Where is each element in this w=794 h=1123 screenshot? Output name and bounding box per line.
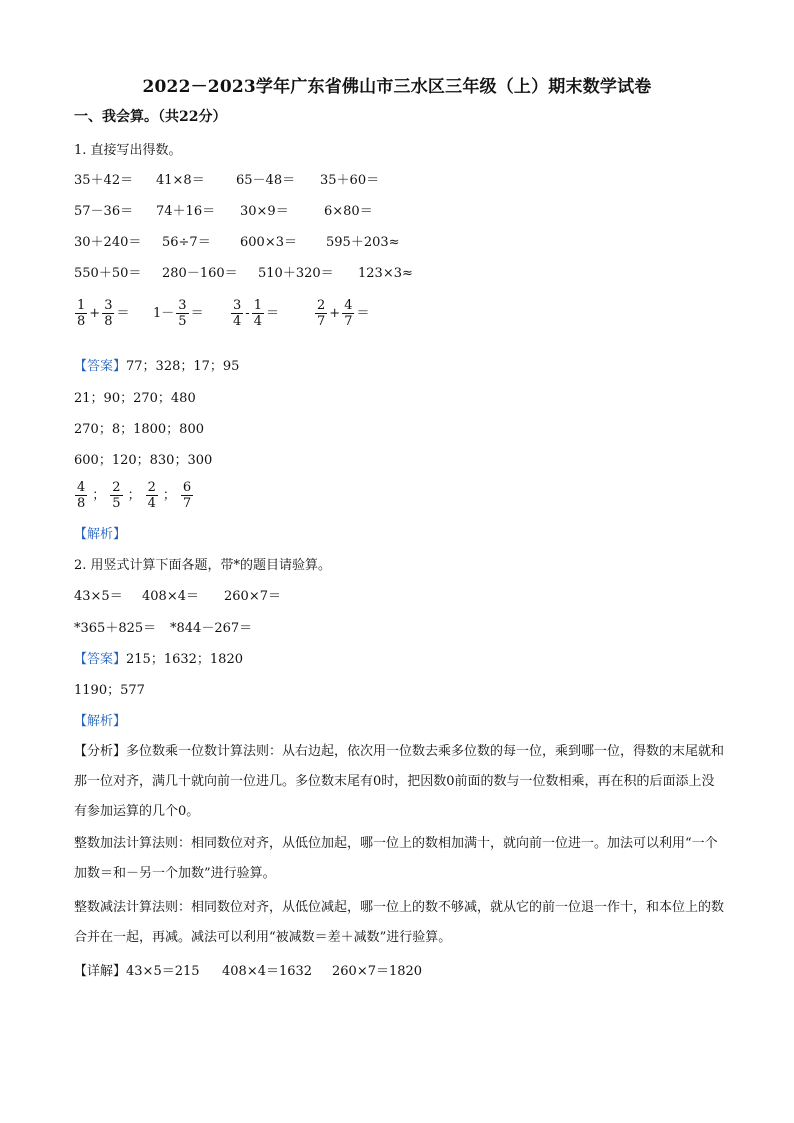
section-heading: 一、我会算。（共22分）: [74, 109, 227, 125]
q2-answer-line-1: [74, 651, 243, 669]
detail-item: 260×7＝1820: [332, 964, 423, 979]
q1-fraction-row: [74, 298, 369, 329]
q1-item: 595＋203≈: [326, 235, 400, 250]
q1-item: 280－160＝: [162, 266, 238, 281]
detail-item: 408×4＝1632: [222, 964, 313, 979]
q1-item: 41×8＝: [156, 173, 205, 188]
answer-fraction: $\frac{2}{4}$: [147, 480, 156, 511]
fraction: $\frac{3}{5}$: [178, 298, 187, 329]
answer-tag: 【答案】: [74, 359, 127, 374]
q2-analysis-paragraph-3: 整数减法计算法则：相同数位对齐，从低位减起，哪一位上的数不够减，就从它的前一位退一作十，和本位上的数合并在一起，再减。减法可以利用“被减数＝差＋减数”进行验算。: [74, 900, 725, 945]
q2-analysis-paragraph-2: 整数加法计算法则：相同数位对齐，从低位加起，哪一位上的数相加满十，就向前一位进一。加法可以利用“一个加数＝和－另一个加数”进行验算。: [74, 836, 718, 881]
q1-answer-fractions: $\frac{4}{8}$ ； $\frac{2}{5}$ ； $\frac{2}{4}$ ； $\frac{6}{7}$: [77, 480, 192, 511]
fraction: $\frac{2}{7}$: [317, 298, 326, 329]
q2-detail-line: [74, 963, 422, 981]
fraction: $\frac{1}{8}$: [77, 298, 86, 329]
q1-row-1: [74, 172, 379, 190]
fraction-item-2: 1－ $\frac{3}{5}$ ＝: [153, 298, 204, 329]
q1-prompt: 1. 直接写出得数。: [74, 143, 182, 158]
fraction-item-4: $\frac{2}{7}$ + $\frac{4}{7}$ ＝: [317, 298, 370, 329]
q1-row-4: [74, 265, 413, 283]
q1-item: 510＋320＝: [258, 266, 334, 281]
fraction-item-3: $\frac{3}{4}$ - $\frac{1}{4}$ ＝: [233, 298, 279, 329]
q1-item: 56÷7＝: [162, 235, 211, 250]
q1-item: 57－36＝: [74, 204, 134, 219]
q2-item: 408×4＝: [142, 589, 199, 604]
q1-item: 30＋240＝: [74, 235, 142, 250]
q2-analysis-paragraph-1: [74, 737, 726, 827]
answer-fraction: $\frac{6}{7}$: [182, 480, 192, 511]
fraction: $\frac{1}{4}$: [253, 298, 262, 329]
q2-row-2: [74, 620, 252, 638]
q1-answer-line-1: [74, 358, 239, 376]
q1-row-3: [74, 234, 400, 252]
answer-text: 77；328；17；95: [126, 359, 240, 374]
q1-item: 30×9＝: [240, 204, 289, 219]
fraction: $\frac{4}{7}$: [344, 298, 353, 329]
answer-fraction: $\frac{2}{5}$: [112, 480, 121, 511]
fraction: $\frac{3}{4}$: [233, 298, 242, 329]
q1-answer-line-2: 21；90；270；480: [74, 391, 196, 406]
q1-item: 65－48＝: [236, 173, 296, 188]
analysis-head: 【分析】: [74, 744, 127, 759]
answer-text: 215；1632；1820: [126, 652, 243, 667]
fraction: $\frac{3}{8}$: [104, 298, 113, 329]
q2-row-1: [74, 588, 281, 606]
q2-prompt: 2. 用竖式计算下面各题，带*的题目请验算。: [74, 558, 332, 573]
answer-fraction: $\frac{4}{8}$: [77, 480, 86, 511]
q1-analysis-tag: 【解析】: [74, 527, 127, 542]
detail-item: 43×5＝215: [126, 964, 200, 979]
q2-item: 43×5＝: [74, 589, 123, 604]
detail-tag: 【详解】: [74, 964, 127, 979]
fraction-item-1: $\frac{1}{8}$ + $\frac{3}{8}$ ＝: [77, 298, 130, 329]
q1-item: 35＋42＝: [74, 173, 134, 188]
q1-item: 74＋16＝: [156, 204, 216, 219]
q2-answer-line-2: 1190；577: [74, 683, 145, 698]
q1-item: 550＋50＝: [74, 266, 142, 281]
q1-item: 123×3≈: [358, 266, 413, 281]
analysis-text: 多位数乘一位数计算法则：从右边起，依次用一位数去乘多位数的每一位，乘到哪一位，得数的末尾就和那一位对齐，满几十就向前一位进几。多位数末尾有0时，把因数0前面的数与一位数相乘，再在积的后面添上没有参加运算的几个0。: [74, 744, 725, 819]
q2-item: *844－267＝: [170, 621, 253, 636]
q2-analysis-tag: 【解析】: [74, 714, 127, 729]
q1-item: 6×80＝: [324, 204, 373, 219]
q1-answer-line-3: 270；8；1800；800: [74, 422, 204, 437]
q1-answer-line-4: 600；120；830；300: [74, 453, 213, 468]
answer-tag: 【答案】: [74, 652, 127, 667]
page-title: 2022－2023学年广东省佛山市三水区三年级（上）期末数学试卷: [142, 77, 652, 97]
q1-item: 35＋60＝: [320, 173, 380, 188]
q2-item: *365＋825＝: [74, 621, 157, 636]
q2-item: 260×7＝: [224, 589, 281, 604]
q1-item: 600×3＝: [240, 235, 297, 250]
q1-row-2: [74, 203, 373, 221]
